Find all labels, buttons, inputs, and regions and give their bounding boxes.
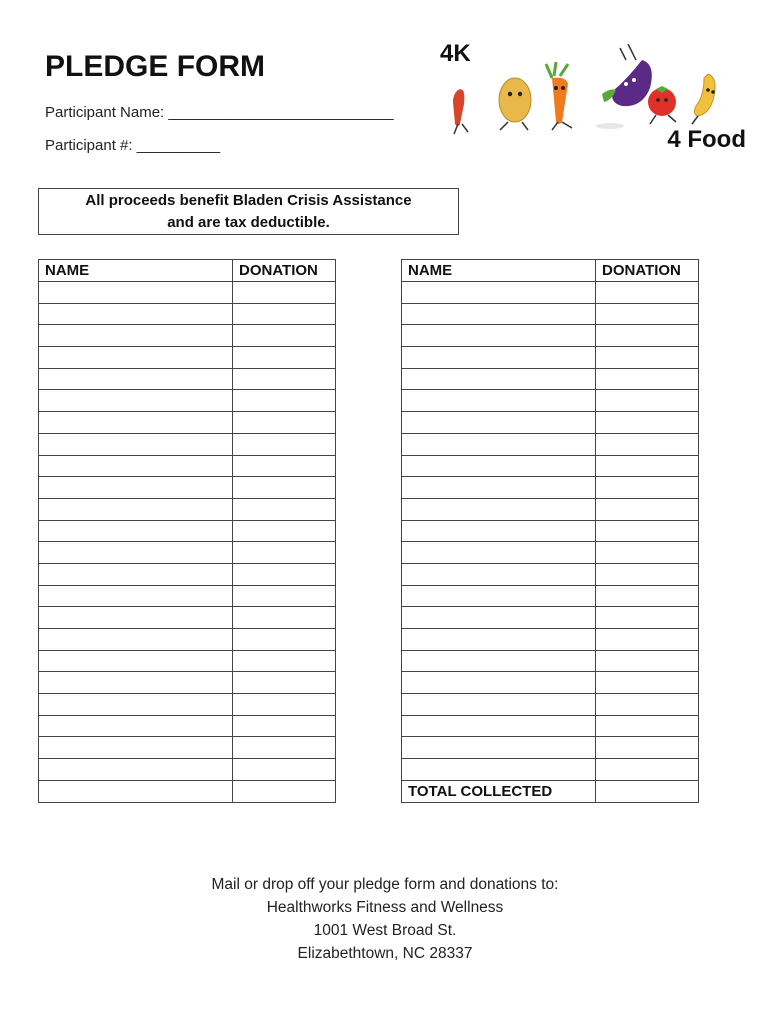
table-row xyxy=(39,390,336,412)
table-header-row xyxy=(402,260,699,282)
name-cell[interactable] xyxy=(402,282,596,304)
table-row xyxy=(39,455,336,477)
donation-cell[interactable] xyxy=(596,412,699,434)
notice-line-2: and are tax deductible. xyxy=(167,213,330,231)
name-cell[interactable] xyxy=(402,629,596,651)
donation-column-header: DONATION xyxy=(233,260,336,282)
table-row xyxy=(402,629,699,651)
table-row xyxy=(39,303,336,325)
mailing-instructions xyxy=(0,873,770,965)
name-cell[interactable] xyxy=(39,607,233,629)
donation-cell[interactable] xyxy=(596,455,699,477)
donation-cell[interactable] xyxy=(596,650,699,672)
name-cell[interactable] xyxy=(402,498,596,520)
table-row xyxy=(39,780,336,802)
total-collected-label: TOTAL COLLECTED xyxy=(402,780,596,802)
name-cell[interactable] xyxy=(39,347,233,369)
name-cell[interactable] xyxy=(402,694,596,716)
table-row xyxy=(402,672,699,694)
donation-cell[interactable] xyxy=(596,694,699,716)
logo-text-4k: 4K xyxy=(440,40,471,67)
name-cell[interactable] xyxy=(39,520,233,542)
name-cell[interactable] xyxy=(39,477,233,499)
pledge-table-left xyxy=(38,259,336,803)
table-row xyxy=(39,433,336,455)
pledge-table-right xyxy=(401,259,699,803)
table-row xyxy=(402,759,699,781)
table-row xyxy=(402,455,699,477)
pepper-icon xyxy=(453,89,468,134)
event-logo xyxy=(430,38,750,158)
table-row xyxy=(39,520,336,542)
name-cell[interactable] xyxy=(402,303,596,325)
page-title: PLEDGE FORM xyxy=(45,50,266,83)
table-row xyxy=(39,368,336,390)
tomato-icon xyxy=(648,86,676,124)
name-cell[interactable] xyxy=(402,477,596,499)
table-row xyxy=(39,607,336,629)
donation-cell[interactable] xyxy=(233,542,336,564)
donation-cell[interactable] xyxy=(596,715,699,737)
potato-icon xyxy=(499,78,531,130)
table-row xyxy=(402,390,699,412)
table-row xyxy=(39,325,336,347)
name-cell[interactable] xyxy=(402,455,596,477)
table-row xyxy=(402,347,699,369)
donation-cell[interactable] xyxy=(596,629,699,651)
name-cell[interactable] xyxy=(402,368,596,390)
donation-cell[interactable] xyxy=(596,542,699,564)
carrot-icon xyxy=(546,62,572,130)
donation-cell[interactable] xyxy=(233,368,336,390)
donation-cell[interactable] xyxy=(596,433,699,455)
name-cell[interactable] xyxy=(402,650,596,672)
name-cell[interactable] xyxy=(39,368,233,390)
donation-cell[interactable] xyxy=(233,433,336,455)
table-row xyxy=(39,542,336,564)
participant-number-field[interactable]: Participant #: __________ xyxy=(45,137,221,154)
donation-cell[interactable] xyxy=(233,715,336,737)
donation-cell[interactable] xyxy=(596,520,699,542)
proceeds-notice xyxy=(38,188,459,235)
name-cell[interactable] xyxy=(402,390,596,412)
table-row xyxy=(39,585,336,607)
table-row xyxy=(39,694,336,716)
name-cell[interactable] xyxy=(39,412,233,434)
donation-cell[interactable] xyxy=(233,325,336,347)
table-row xyxy=(39,715,336,737)
table-row xyxy=(402,325,699,347)
name-cell[interactable] xyxy=(39,759,233,781)
donation-cell[interactable] xyxy=(233,759,336,781)
name-cell[interactable] xyxy=(39,563,233,585)
name-cell[interactable] xyxy=(39,542,233,564)
table-row xyxy=(402,520,699,542)
donation-cell[interactable] xyxy=(596,325,699,347)
donation-cell[interactable] xyxy=(596,585,699,607)
total-row xyxy=(402,780,699,802)
donation-cell[interactable] xyxy=(596,390,699,412)
name-cell[interactable] xyxy=(39,629,233,651)
name-cell[interactable] xyxy=(39,715,233,737)
name-cell[interactable] xyxy=(402,325,596,347)
donation-cell[interactable] xyxy=(596,672,699,694)
name-cell[interactable] xyxy=(39,650,233,672)
donation-cell[interactable] xyxy=(596,607,699,629)
donation-cell[interactable] xyxy=(596,282,699,304)
name-cell[interactable] xyxy=(402,433,596,455)
name-cell[interactable] xyxy=(402,347,596,369)
table-row xyxy=(402,650,699,672)
table-row xyxy=(39,347,336,369)
donation-column-header: DONATION xyxy=(596,260,699,282)
name-cell[interactable] xyxy=(402,715,596,737)
yellow-pepper-icon xyxy=(692,74,715,124)
donation-cell[interactable] xyxy=(596,347,699,369)
table-row xyxy=(402,412,699,434)
name-cell[interactable] xyxy=(39,282,233,304)
donation-cell[interactable] xyxy=(233,780,336,802)
name-cell[interactable] xyxy=(39,455,233,477)
donation-cell[interactable] xyxy=(233,585,336,607)
name-cell[interactable] xyxy=(39,694,233,716)
table-row xyxy=(39,737,336,759)
footer-street: 1001 West Broad St. xyxy=(313,922,457,939)
table-row xyxy=(39,477,336,499)
table-row xyxy=(402,303,699,325)
total-collected-cell[interactable] xyxy=(596,780,699,802)
name-cell[interactable] xyxy=(39,585,233,607)
donation-cell[interactable] xyxy=(233,303,336,325)
name-cell[interactable] xyxy=(39,498,233,520)
name-column-header: NAME xyxy=(39,260,233,282)
table-row xyxy=(402,498,699,520)
table-header-row xyxy=(39,260,336,282)
name-cell[interactable] xyxy=(402,412,596,434)
donation-cell[interactable] xyxy=(233,520,336,542)
donation-cell[interactable] xyxy=(233,672,336,694)
table-row xyxy=(39,629,336,651)
table-row xyxy=(402,715,699,737)
table-row xyxy=(39,650,336,672)
logo-text-4-food: 4 Food xyxy=(667,126,746,153)
name-cell[interactable] xyxy=(39,780,233,802)
table-row xyxy=(39,672,336,694)
table-row xyxy=(39,282,336,304)
donation-cell[interactable] xyxy=(233,282,336,304)
donation-cell[interactable] xyxy=(596,368,699,390)
name-cell[interactable] xyxy=(39,390,233,412)
name-cell[interactable] xyxy=(402,672,596,694)
table-row xyxy=(402,477,699,499)
donation-cell[interactable] xyxy=(596,477,699,499)
name-cell[interactable] xyxy=(402,563,596,585)
name-cell[interactable] xyxy=(39,325,233,347)
notice-line-1: All proceeds benefit Bladen Crisis Assistance xyxy=(85,191,412,209)
donation-cell[interactable] xyxy=(233,390,336,412)
name-cell[interactable] xyxy=(402,520,596,542)
donation-cell[interactable] xyxy=(233,347,336,369)
footer-org-name: Healthworks Fitness and Wellness xyxy=(266,899,504,916)
donation-cell[interactable] xyxy=(596,759,699,781)
table-row xyxy=(39,498,336,520)
name-cell[interactable] xyxy=(39,737,233,759)
name-cell[interactable] xyxy=(402,759,596,781)
name-cell[interactable] xyxy=(402,607,596,629)
table-row xyxy=(402,282,699,304)
donation-cell[interactable] xyxy=(233,694,336,716)
eggplant-icon xyxy=(596,44,652,129)
table-row xyxy=(402,694,699,716)
donation-cell[interactable] xyxy=(233,563,336,585)
donation-cell[interactable] xyxy=(596,498,699,520)
table-row xyxy=(39,412,336,434)
table-row xyxy=(402,368,699,390)
name-cell[interactable] xyxy=(402,737,596,759)
table-row xyxy=(402,563,699,585)
participant-name-field[interactable]: Participant Name: ___________________________ xyxy=(45,104,394,121)
donation-cell[interactable] xyxy=(233,477,336,499)
table-row xyxy=(402,585,699,607)
donation-cell[interactable] xyxy=(596,737,699,759)
donation-cell[interactable] xyxy=(233,498,336,520)
name-cell[interactable] xyxy=(39,433,233,455)
table-row xyxy=(39,759,336,781)
donation-cell[interactable] xyxy=(233,412,336,434)
donation-cell[interactable] xyxy=(596,303,699,325)
name-cell[interactable] xyxy=(39,672,233,694)
donation-cell[interactable] xyxy=(233,629,336,651)
name-cell[interactable] xyxy=(402,542,596,564)
table-row xyxy=(39,563,336,585)
table-row xyxy=(402,542,699,564)
donation-cell[interactable] xyxy=(233,737,336,759)
name-cell[interactable] xyxy=(402,585,596,607)
footer-city: Elizabethtown, NC 28337 xyxy=(297,945,473,962)
donation-cell[interactable] xyxy=(233,650,336,672)
table-row xyxy=(402,737,699,759)
donation-cell[interactable] xyxy=(596,563,699,585)
table-row xyxy=(402,607,699,629)
name-cell[interactable] xyxy=(39,303,233,325)
donation-cell[interactable] xyxy=(233,455,336,477)
name-column-header: NAME xyxy=(402,260,596,282)
footer-line-1: Mail or drop off your pledge form and donations to: xyxy=(211,876,559,893)
table-row xyxy=(402,433,699,455)
donation-cell[interactable] xyxy=(233,607,336,629)
